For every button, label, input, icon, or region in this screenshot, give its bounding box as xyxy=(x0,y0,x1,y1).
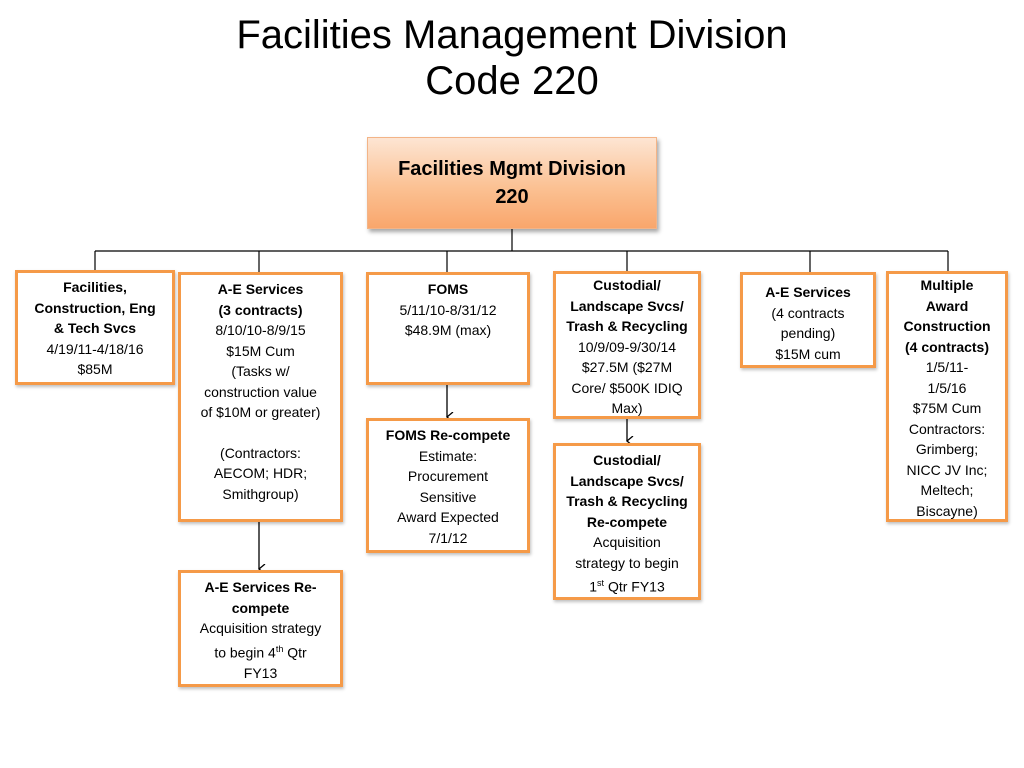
node-text: 8/10/10-8/9/15 xyxy=(215,322,306,338)
node-foms-recompete xyxy=(366,418,530,553)
node-text: FOMS xyxy=(427,281,469,297)
node-text: NICC JV Inc; xyxy=(906,461,988,478)
node-text: Construction xyxy=(903,318,991,334)
node-text: strategy to begin xyxy=(575,554,679,571)
node-text xyxy=(556,573,698,597)
node-text: Sensitive xyxy=(419,488,477,505)
node-text: Custodial/ xyxy=(593,277,661,293)
node-text: Max) xyxy=(611,400,643,416)
node-text: Meltech; xyxy=(920,482,974,498)
node-text: Acquisition xyxy=(593,534,661,550)
node-text: (Tasks w/ xyxy=(231,363,290,379)
node-text: Acquisition strategy xyxy=(199,620,322,636)
node-text: 10/9/09-9/30/14 xyxy=(577,338,677,355)
node-text: Trash & Recycling xyxy=(566,318,688,334)
node-text: A-E Services xyxy=(217,281,304,297)
node-text: Biscayne) xyxy=(916,502,978,519)
root-line-2: 220 xyxy=(495,186,529,208)
node-text: Award Expected xyxy=(397,509,499,525)
node-text: Estimate: xyxy=(418,447,478,464)
node-text: Construction, Eng xyxy=(34,299,156,316)
node-text: $75M Cum xyxy=(912,400,982,416)
node-text: Multiple xyxy=(920,277,974,293)
node-text: $27.5M ($27M xyxy=(581,359,673,375)
node-text: Custodial/ xyxy=(593,452,661,468)
node-text-part: 1 xyxy=(589,578,598,595)
node-text: A-E Services Re- xyxy=(204,579,317,595)
node-text: Trash & Recycling xyxy=(566,493,688,509)
node-text: Re-compete xyxy=(586,513,668,530)
node-text-part: to begin 4 xyxy=(214,644,276,661)
node-text: Facilities, xyxy=(63,279,127,295)
node-text: FY13 xyxy=(243,664,278,681)
node-text: (3 contracts) xyxy=(218,301,303,318)
node-text: Grimberg; xyxy=(915,441,979,457)
node-text: 4/19/11-4/18/16 xyxy=(46,340,144,357)
node-text: $85M xyxy=(77,361,113,377)
node-facilities-construction xyxy=(15,270,175,385)
spacer xyxy=(181,423,340,443)
node-text: (4 contracts xyxy=(771,304,845,321)
node-text: Contractors: xyxy=(908,420,986,437)
node-text: Smithgroup) xyxy=(222,485,299,502)
superscript: st xyxy=(597,578,605,588)
node-ae-services-recompete xyxy=(178,570,343,687)
node-text: AECOM; HDR; xyxy=(213,465,308,481)
node-text: compete xyxy=(231,599,290,616)
node-text: Landscape Svcs/ xyxy=(570,472,684,489)
node-text: pending) xyxy=(780,325,836,341)
node-custodial-recompete xyxy=(553,443,701,600)
node-text: Landscape Svcs/ xyxy=(570,297,684,314)
node-text: (4 contracts) xyxy=(904,338,990,355)
node-text-part: Qtr FY13 xyxy=(604,578,665,595)
node-custodial-landscape xyxy=(553,271,701,419)
node-text: of $10M or greater) xyxy=(200,404,321,420)
node-text: $48.9M (max) xyxy=(404,322,492,338)
node-text: 1/5/11- xyxy=(925,359,969,375)
node-text xyxy=(181,639,340,663)
node-text: (Contractors: xyxy=(220,444,301,461)
root-node-facilities-mgmt-division xyxy=(367,137,657,229)
node-text: $15M cum xyxy=(775,345,841,362)
node-ae-services-pending xyxy=(740,272,876,368)
node-ae-services xyxy=(178,272,343,522)
node-foms xyxy=(366,272,530,385)
node-multiple-award-construction xyxy=(886,271,1008,522)
title-line-2: Code 220 xyxy=(425,59,599,103)
node-text: & Tech Svcs xyxy=(53,320,137,336)
node-text: 5/11/10-8/31/12 xyxy=(399,301,497,318)
node-text: FOMS Re-compete xyxy=(385,427,511,443)
node-text: 7/1/12 xyxy=(428,529,468,546)
node-text: $15M Cum xyxy=(226,342,295,359)
root-line-1: Facilities Mgmt Division xyxy=(398,158,626,180)
node-text: Procurement xyxy=(407,468,489,484)
node-text-part: Qtr xyxy=(283,644,307,661)
node-text: Core/ $500K IDIQ xyxy=(571,379,683,396)
node-text: construction value xyxy=(204,383,317,400)
title-line-1: Facilities Management Division xyxy=(236,13,788,57)
node-text: Award xyxy=(925,297,969,314)
superscript: th xyxy=(275,643,284,654)
node-text: 1/5/16 xyxy=(927,379,967,396)
node-text: A-E Services xyxy=(765,284,851,300)
